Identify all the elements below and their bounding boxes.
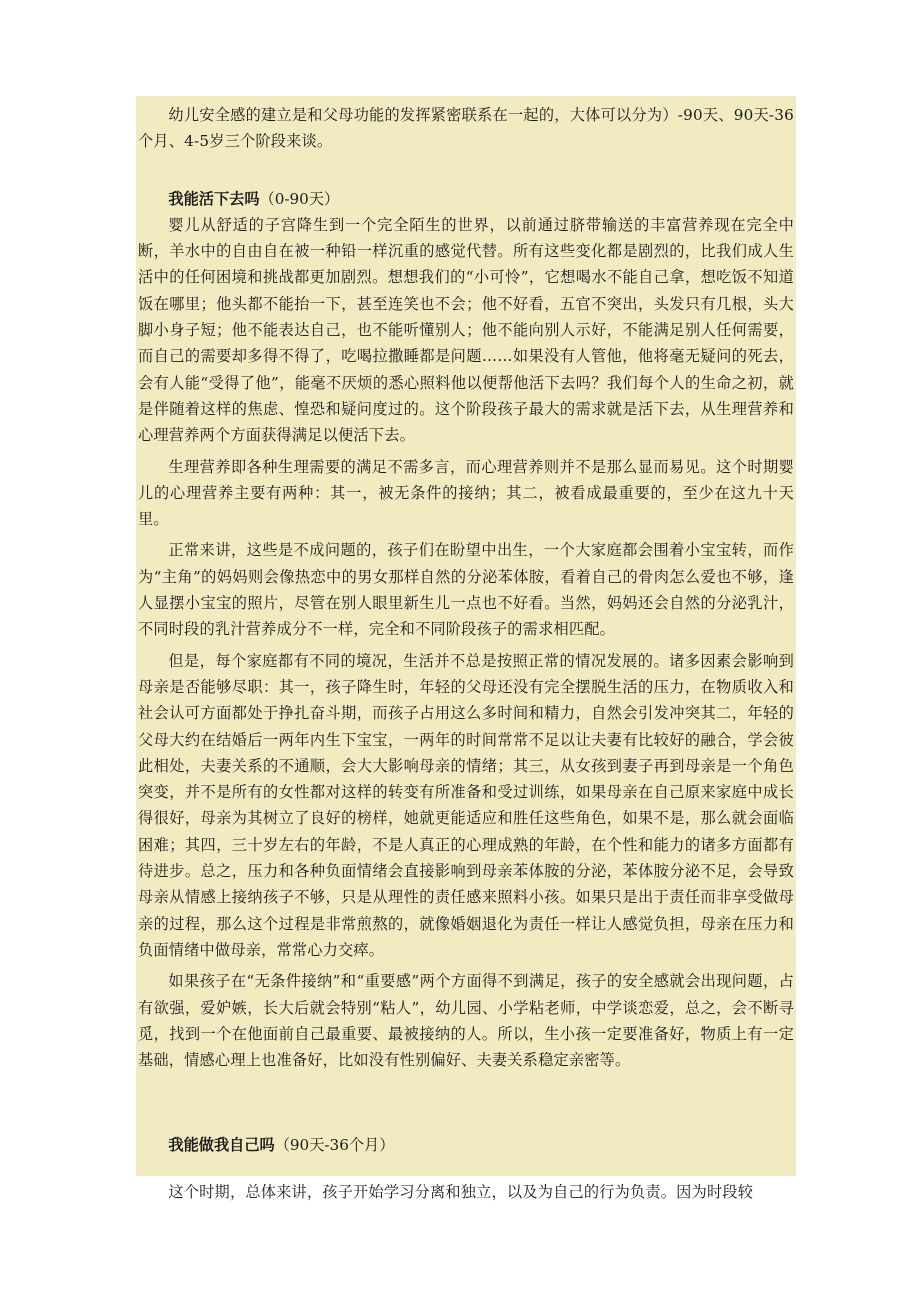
- document-body: [136, 96, 796, 1201]
- intro-paragraph: 幼儿安全感的建立是和父母功能的发挥紧密联系在一起的，大体可以分为）-90天、90天-36个月、4-5岁三个阶段来谈。: [138, 106, 794, 151]
- paragraph: 但是，每个家庭都有不同的境况，生活并不总是按照正常的情况发展的。诸多因素会影响到母亲是否能够尽职：其一，孩子降生时，年轻的父母还没有完全摆脱生活的压力，在物质收入和社会认可方面都处于挣扎奋斗期，而孩子占用这么多时间和精力，自然会引发冲突其二，年轻的父母大约在结婚后一两年内生下宝宝，一两年的时间常常不足以让夫妻有比较好的融合，学会彼此相处，夫妻关系的不通顺，会大大影响母亲的情绪；其三，从女孩到妻子再到母亲是一个角色突变，并不是所有的女性都对这样的转变有所准备和受过训练，如果母亲在自己原来家庭中成长得很好，母亲为其树立了良好的榜样，她就更能适应和胜任这些角色，如果不是，那么就会面临困难；其四，三十岁左右的年龄，不是人真正的心理成熟的年龄，在个性和能力的诸多方面都有待进步。总之，压力和各种负面情绪会直接影响到母亲苯体胺的分泌，苯体胺分泌不足，会导致母亲从情感上接纳孩子不够，只是从理性的责任感来照料小孩。如果只是出于责任而非享受做母亲的过程，那么这个过程是非常煎熬的，就像婚姻退化为责任一样让人感觉负担，母亲在压力和负面情绪中做母亲，常常心力交瘁。: [138, 651, 794, 959]
- section-heading-0-90: [138, 186, 794, 212]
- section-range: （90天-36个月）: [274, 1136, 395, 1155]
- section-title: 我能活下去吗: [168, 189, 260, 208]
- paragraph: 生理营养即各种生理需要的满足不需多言，而心理营养则并不是那么显而易见。这个时期婴儿的心理营养主要有两种：其一，被无条件的接纳；其二，被看成最重要的，至少在这九十天里。: [138, 457, 794, 529]
- spacer: [138, 160, 794, 186]
- paragraph: 如果孩子在“无条件接纳”和“重要感”两个方面得不到满足，孩子的安全感就会出现问题，占有欲强，爱妒嫉，长大后就会特别“粘人”，幼儿园、小学粘老师，中学谈恋爱，总之，会不断寻觅，找到一个在他面前自己最重要、最被接纳的人。所以，生小孩一定要准备好，物质上有一定基础，情感心理上也准备好，比如没有性别偏好、夫妻关系稳定亲密等。: [138, 972, 794, 1070]
- section-range: （0-90天）: [259, 189, 340, 208]
- paragraph: 正常来讲，这些是不成问题的，孩子们在盼望中出生，一个大家庭都会围着小宝宝转，而作为“主角”的妈妈则会像热恋中的男女那样自然的分泌苯体胺，看着自己的骨肉怎么爱也不够，逢人显摆小宝宝的照片，尽管在别人眼里新生儿一点也不好看。当然，妈妈还会自然的分泌乳汁，不同时段的乳汁营养成分不一样，完全和不同阶段孩子的需求相匹配。: [138, 541, 794, 639]
- section-title: 我能做我自己吗: [168, 1136, 275, 1155]
- spacer: [138, 1078, 794, 1132]
- paragraph: 婴儿从舒适的子宫降生到一个完全陌生的世界，以前通过脐带输送的丰富营养现在完全中断，羊水中的自由自在被一种铅一样沉重的感觉代替。所有这些变化都是剧烈的，比我们成人生活中的任何困境和挑战都更加剧烈。想想我们的“小可怜”，它想喝水不能自己拿，想吃饭不知道饭在哪里；他头都不能抬一下，甚至连笑也不会；他不好看，五官不突出，头发只有几根，头大脚小身子短；他不能表达自己，也不能听懂别人；他不能向别人示好，不能满足别人任何需要，而自己的需要却多得不得了，吃喝拉撒睡都是问题……如果没有人管他，他将毫无疑问的死去，会有人能“受得了他”，能毫不厌烦的悉心照料他以便帮他活下去吗？我们每个人的生命之初，就是伴随着这样的焦虑、惶恐和疑问度过的。这个阶段孩子最大的需求就是活下去，从生理营养和心理营养两个方面获得满足以便活下去。: [138, 215, 794, 445]
- section-heading-90-36: [138, 1132, 794, 1158]
- spacer: [138, 1159, 794, 1179]
- paragraph: 这个时期，总体来讲，孩子开始学习分离和独立，以及为自己的行为负责。因为时段较: [168, 1182, 754, 1201]
